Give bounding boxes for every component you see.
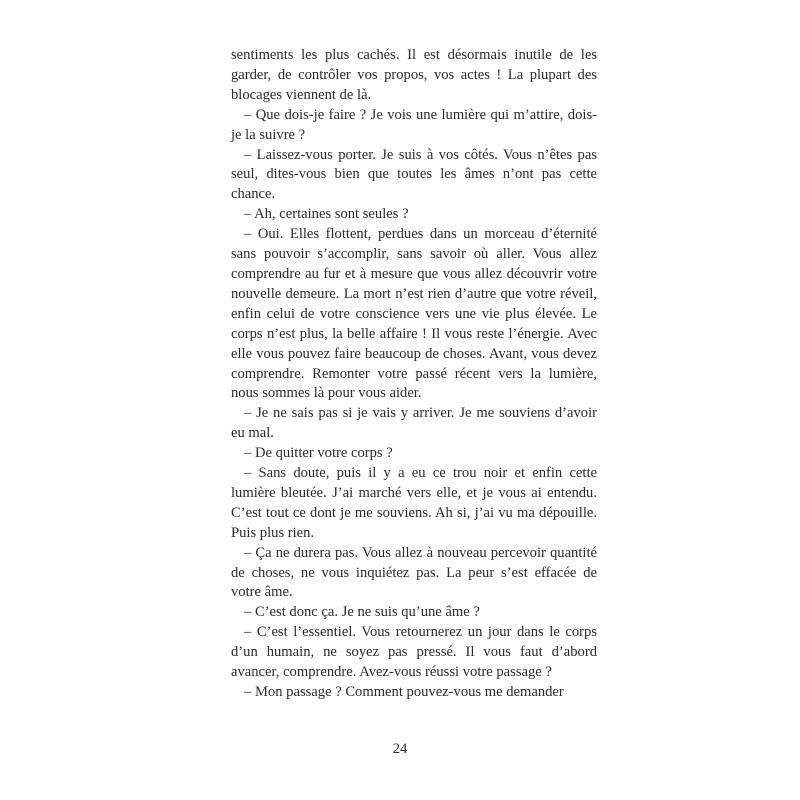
paragraph-9: – Ça ne durera pas. Vous allez à nouveau percevoir quantité de choses, ne vous inquiétez pas. La peur s’est effacée de votre âme. [231,544,597,601]
paragraph-1: sentiments les plus cachés. Il est désormais inutile de les garder, de contrôler vos propos, vos actes ! La plupart des blocages viennent de là. [231,47,597,103]
paragraph-12: – Mon passage ? Comment pouvez-vous me demander [244,684,564,700]
paragraph-8: – Sans doute, puis il y a eu ce trou noir et enfin cette lumière bleutée. J’ai marché vers elle, et je vous ai entendu. C’est tout ce dont je me souviens. Ah si, j’ai vu ma dépouille. Puis plus rien. [231,465,597,541]
paragraph-11: – C’est l’essentiel. Vous retournerez un jour dans le corps d’un humain, ne soyez pas pressé. Il vous faut d’abord avancer, comprendre. Avez-vous réussi votre passage ? [231,624,597,681]
paragraph-2: – Que dois-je faire ? Je vois une lumière qui m’attire, dois-je la suivre ? [231,106,597,143]
page-number: 24 [392,741,408,757]
paragraph-6: – Je ne sais pas si je vais y arriver. Je me souviens d’avoir eu mal. [231,405,597,442]
body-text [231,46,597,703]
paragraph-7: – De quitter votre corps ? [244,445,393,462]
paragraph-10: – C’est donc ça. Je ne suis qu’une âme ? [244,604,480,621]
paragraph-4: – Ah, certaines sont seules ? [244,206,409,223]
paragraph-3: – Laissez-vous porter. Je suis à vos côtés. Vous n’êtes pas seul, dites-vous bien que toutes les âmes n’ont pas cette chance. [231,146,597,203]
paragraph-5: – Oui. Elles flottent, perdues dans un morceau d’éternité sans pouvoir s’accomplir, sans savoir où aller. Vous allez comprendre au fur et à mesure que vous allez découvrir votre nouvelle demeure. La mort n’est rien d’autre que votre réveil, enfin celui de votre conscience vers une vie plus élevée. Le corps n’est plus, la belle affaire ! Il vous reste l’énergie. Avec elle vous pouvez faire beaucoup de choses. Avant, vous devez comprendre. Remonter votre passé récent vers la lumière, nous sommes là pour vous aider. [231,226,597,402]
